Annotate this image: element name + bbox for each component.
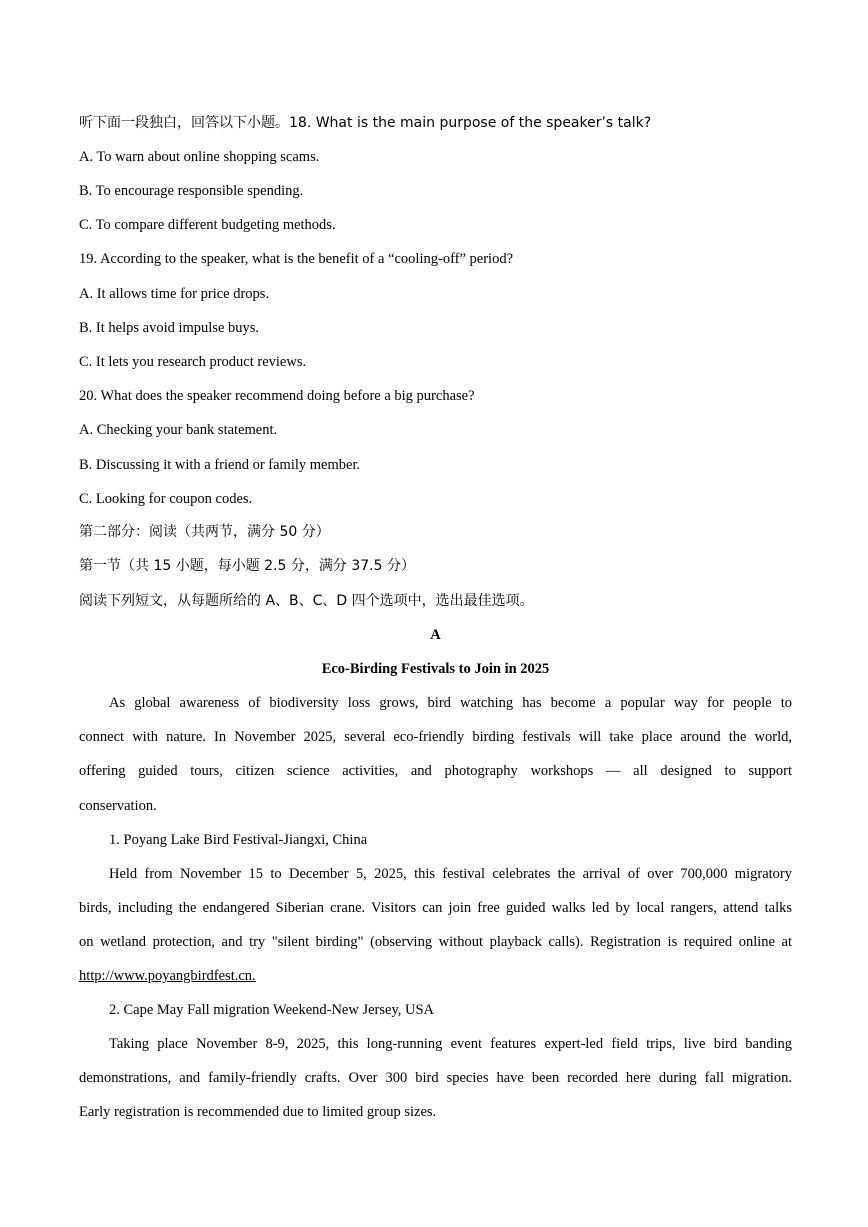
section-one-heading: 第一节（共 15 小题，每小题 2.5 分，满分 37.5 分） [79,558,415,574]
registration-link[interactable]: http://www.poyangbirdfest.cn. [79,968,256,984]
festival-2-line-1: Taking place November 8-9, 2025, this long-running event features expert-led field trips, live bird banding [109,1036,792,1052]
festival-1-line-2: birds, including the endangered Siberian crane. Visitors can join free guided walks led by local rangers, attend talks [79,900,792,916]
intro-line-2: connect with nature. In November 2025, several eco-friendly birding festivals will take place around the world, [79,729,792,745]
question-18-text: 听下面一段独白，回答以下小题。18. What is the main purpose of the speaker’s talk? [79,115,652,131]
part-two-heading: 第二部分：阅读（共两节，满分 50 分） [79,524,330,540]
intro-line-3: offering guided tours, citizen science activities, and photography workshops — all designed to support [79,763,792,779]
festival-1-heading: 1. Poyang Lake Bird Festival-Jiangxi, China [109,832,368,848]
q19-option-c: C. It lets you research product reviews. [79,354,307,370]
q20-option-b: B. Discussing it with a friend or family member. [79,457,361,473]
passage-title: Eco-Birding Festivals to Join in 2025 [321,661,550,677]
intro-line-4: conservation. [79,798,157,814]
festival-1-line-1: Held from November 15 to December 5, 2025, this festival celebrates the arrival of over 700,000 migratory [109,866,792,882]
festival-1-line-3: on wetland protection, and try "silent birding" (observing without playback calls). Registration is required online at [79,934,792,950]
q18-option-a: A. To warn about online shopping scams. [79,149,320,165]
q19-option-a: A. It allows time for price drops. [79,286,270,302]
q18-option-c: C. To compare different budgeting methods. [79,217,336,233]
festival-2-line-3: Early registration is recommended due to limited group sizes. [79,1104,437,1120]
question-18 [79,113,792,133]
q19-option-b: B. It helps avoid impulse buys. [79,320,260,336]
q18-option-b: B. To encourage responsible spending. [79,183,304,199]
question-20: 20. What does the speaker recommend doing before a big purchase? [79,388,475,404]
intro-line-1: As global awareness of biodiversity loss grows, bird watching has become a popular way for people to [109,695,792,711]
festival-1-link-line [79,966,792,986]
festival-2-line-2: demonstrations, and family-friendly crafts. Over 300 bird species have been recorded here during fall migration. [79,1070,792,1086]
q20-option-a: A. Checking your bank statement. [79,422,278,438]
question-19: 19. According to the speaker, what is the benefit of a “cooling-off” period? [79,251,514,267]
passage-letter: A [430,627,441,643]
reading-instruction: 阅读下列短文，从每题所给的 A、B、C、D 四个选项中，选出最佳选项。 [79,593,534,609]
festival-2-heading: 2. Cape May Fall migration Weekend-New Jersey, USA [109,1002,435,1018]
q20-option-c: C. Looking for coupon codes. [79,491,253,507]
